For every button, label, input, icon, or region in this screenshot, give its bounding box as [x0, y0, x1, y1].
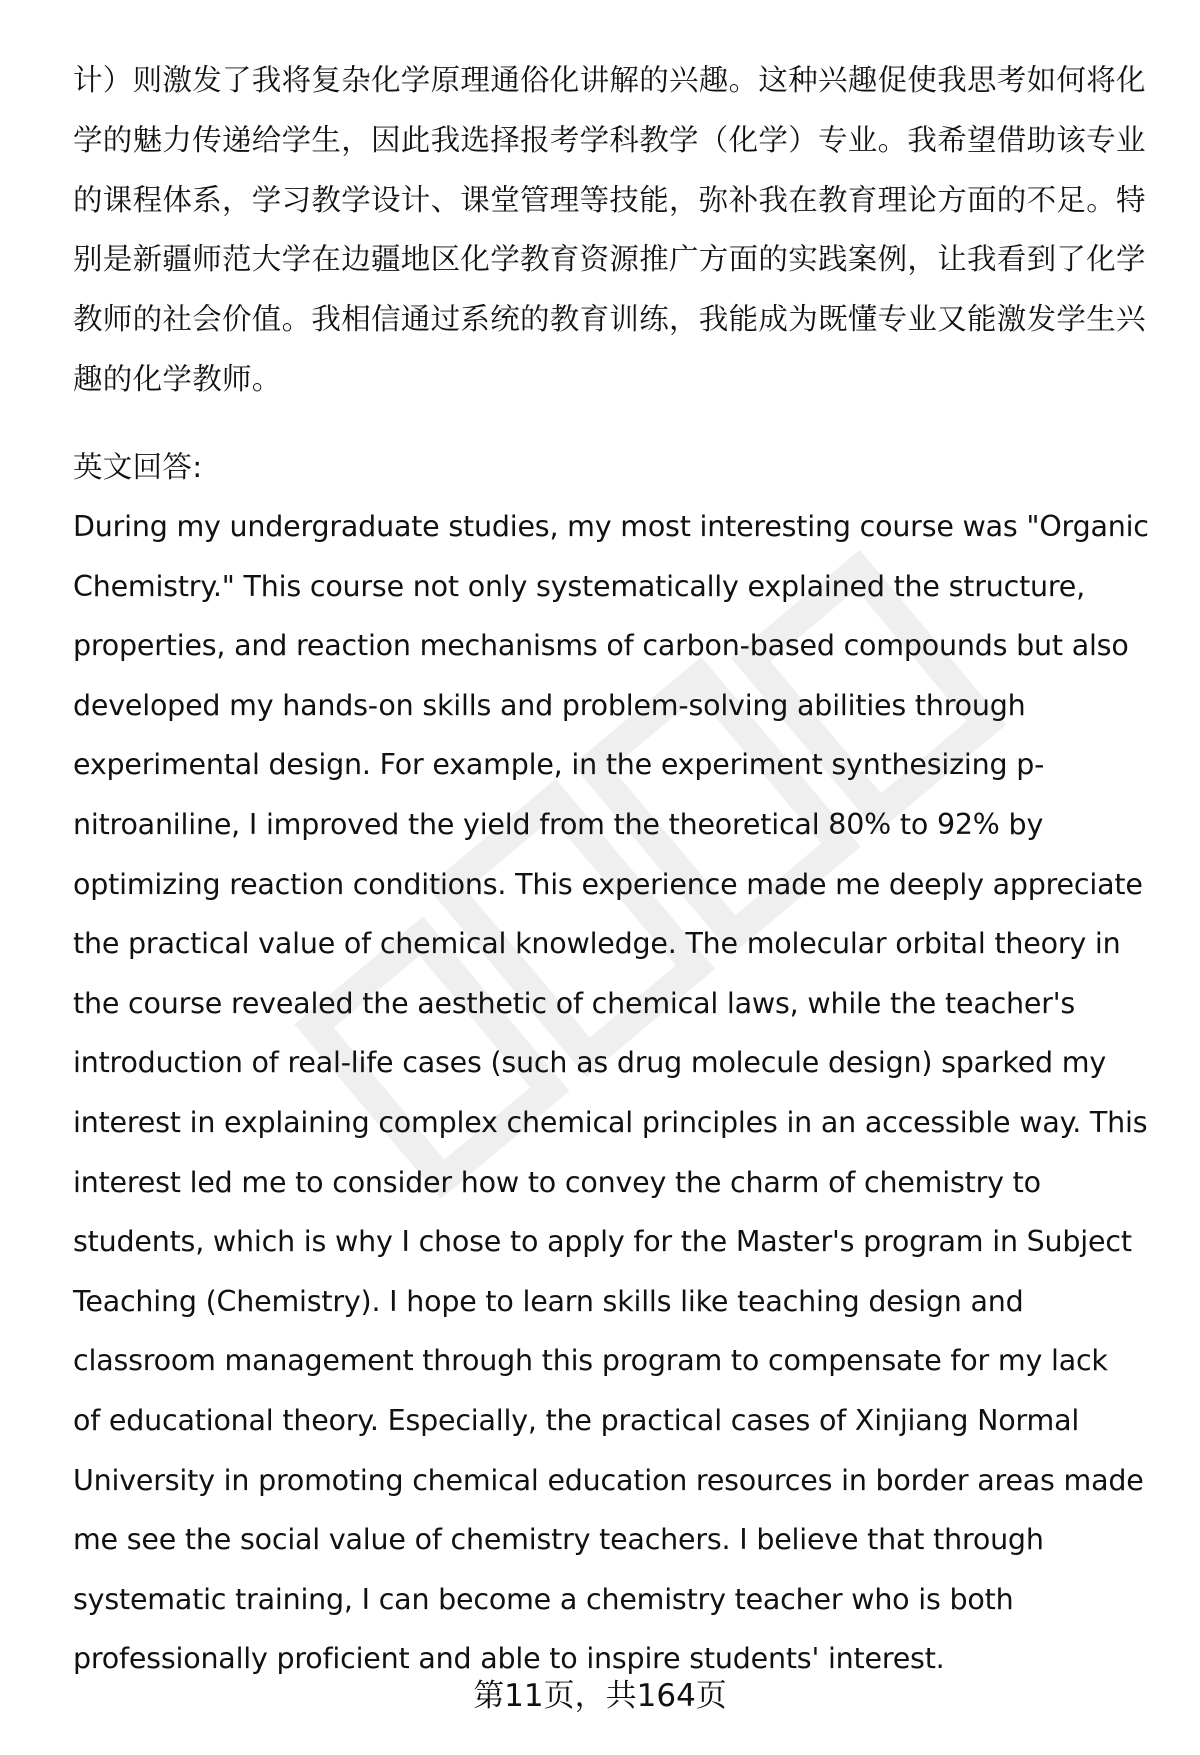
text-line: University in promoting chemical education resources in border areas made	[73, 1463, 1144, 1497]
text-line: experimental design. For example, in the experiment synthesizing p-	[73, 748, 1045, 782]
text-line: 学的魅力传递给学生，因此我选择报考学科教学（化学）专业。我希望借助该专业	[73, 122, 1146, 157]
text-line: me see the social value of chemistry teachers. I believe that through	[73, 1523, 1044, 1557]
text-line: 教师的社会价值。我相信通过系统的教育训练，我能成为既懂专业又能激发学生兴	[73, 302, 1146, 337]
text-line: 的课程体系，学习教学设计、课堂管理等技能，弥补我在教育理论方面的不足。特	[73, 182, 1146, 217]
text-line: nitroaniline, I improved the yield from the theoretical 80% to 92% by	[73, 808, 1044, 841]
text-line: interest in explaining complex chemical principles in an accessible way. This	[73, 1106, 1148, 1139]
text-line: 计）则激发了我将复杂化学原理通俗化讲解的兴趣。这种兴趣促使我思考如何将化	[73, 63, 1146, 97]
text-line: During my undergraduate studies, my most interesting course was "Organic	[73, 510, 1149, 543]
english-answer-heading: 英文回答:	[73, 450, 203, 484]
text-line: professionally proficient and able to inspire students' interest.	[73, 1642, 945, 1676]
text-line: classroom management through this program to compensate for my lack	[73, 1344, 1108, 1378]
text-line: interest led me to consider how to convey the charm of chemistry to	[73, 1165, 1041, 1199]
text-line: the practical value of chemical knowledge. The molecular orbital theory in	[73, 927, 1121, 961]
text-line: Chemistry." This course not only systematically explained the structure,	[73, 569, 1086, 603]
text-line: systematic training, I can become a chemistry teacher who is both	[73, 1582, 1014, 1616]
text-line: the course revealed the aesthetic of chemical laws, while the teacher's	[73, 986, 1076, 1020]
text-line: students, which is why I chose to apply for the Master's program in Subject	[73, 1225, 1132, 1259]
text-line: properties, and reaction mechanisms of carbon-based compounds but also	[73, 629, 1129, 663]
page-indicator: 第11页，共164页	[473, 1678, 727, 1714]
text-line: Teaching (Chemistry). I hope to learn skills like teaching design and	[73, 1284, 1024, 1318]
text-line: optimizing reaction conditions. This experience made me deeply appreciate	[73, 867, 1143, 901]
text-line: introduction of real-life cases (such as drug molecule design) sparked my	[73, 1046, 1107, 1080]
text-line: of educational theory. Especially, the practical cases of Xinjiang Normal	[73, 1404, 1080, 1437]
text-line: 别是新疆师范大学在边疆地区化学教育资源推广方面的实践案例，让我看到了化学	[73, 242, 1146, 277]
text-line: 趣的化学教师。	[73, 362, 282, 396]
text-line: developed my hands-on skills and problem-solving abilities through	[73, 688, 1026, 722]
